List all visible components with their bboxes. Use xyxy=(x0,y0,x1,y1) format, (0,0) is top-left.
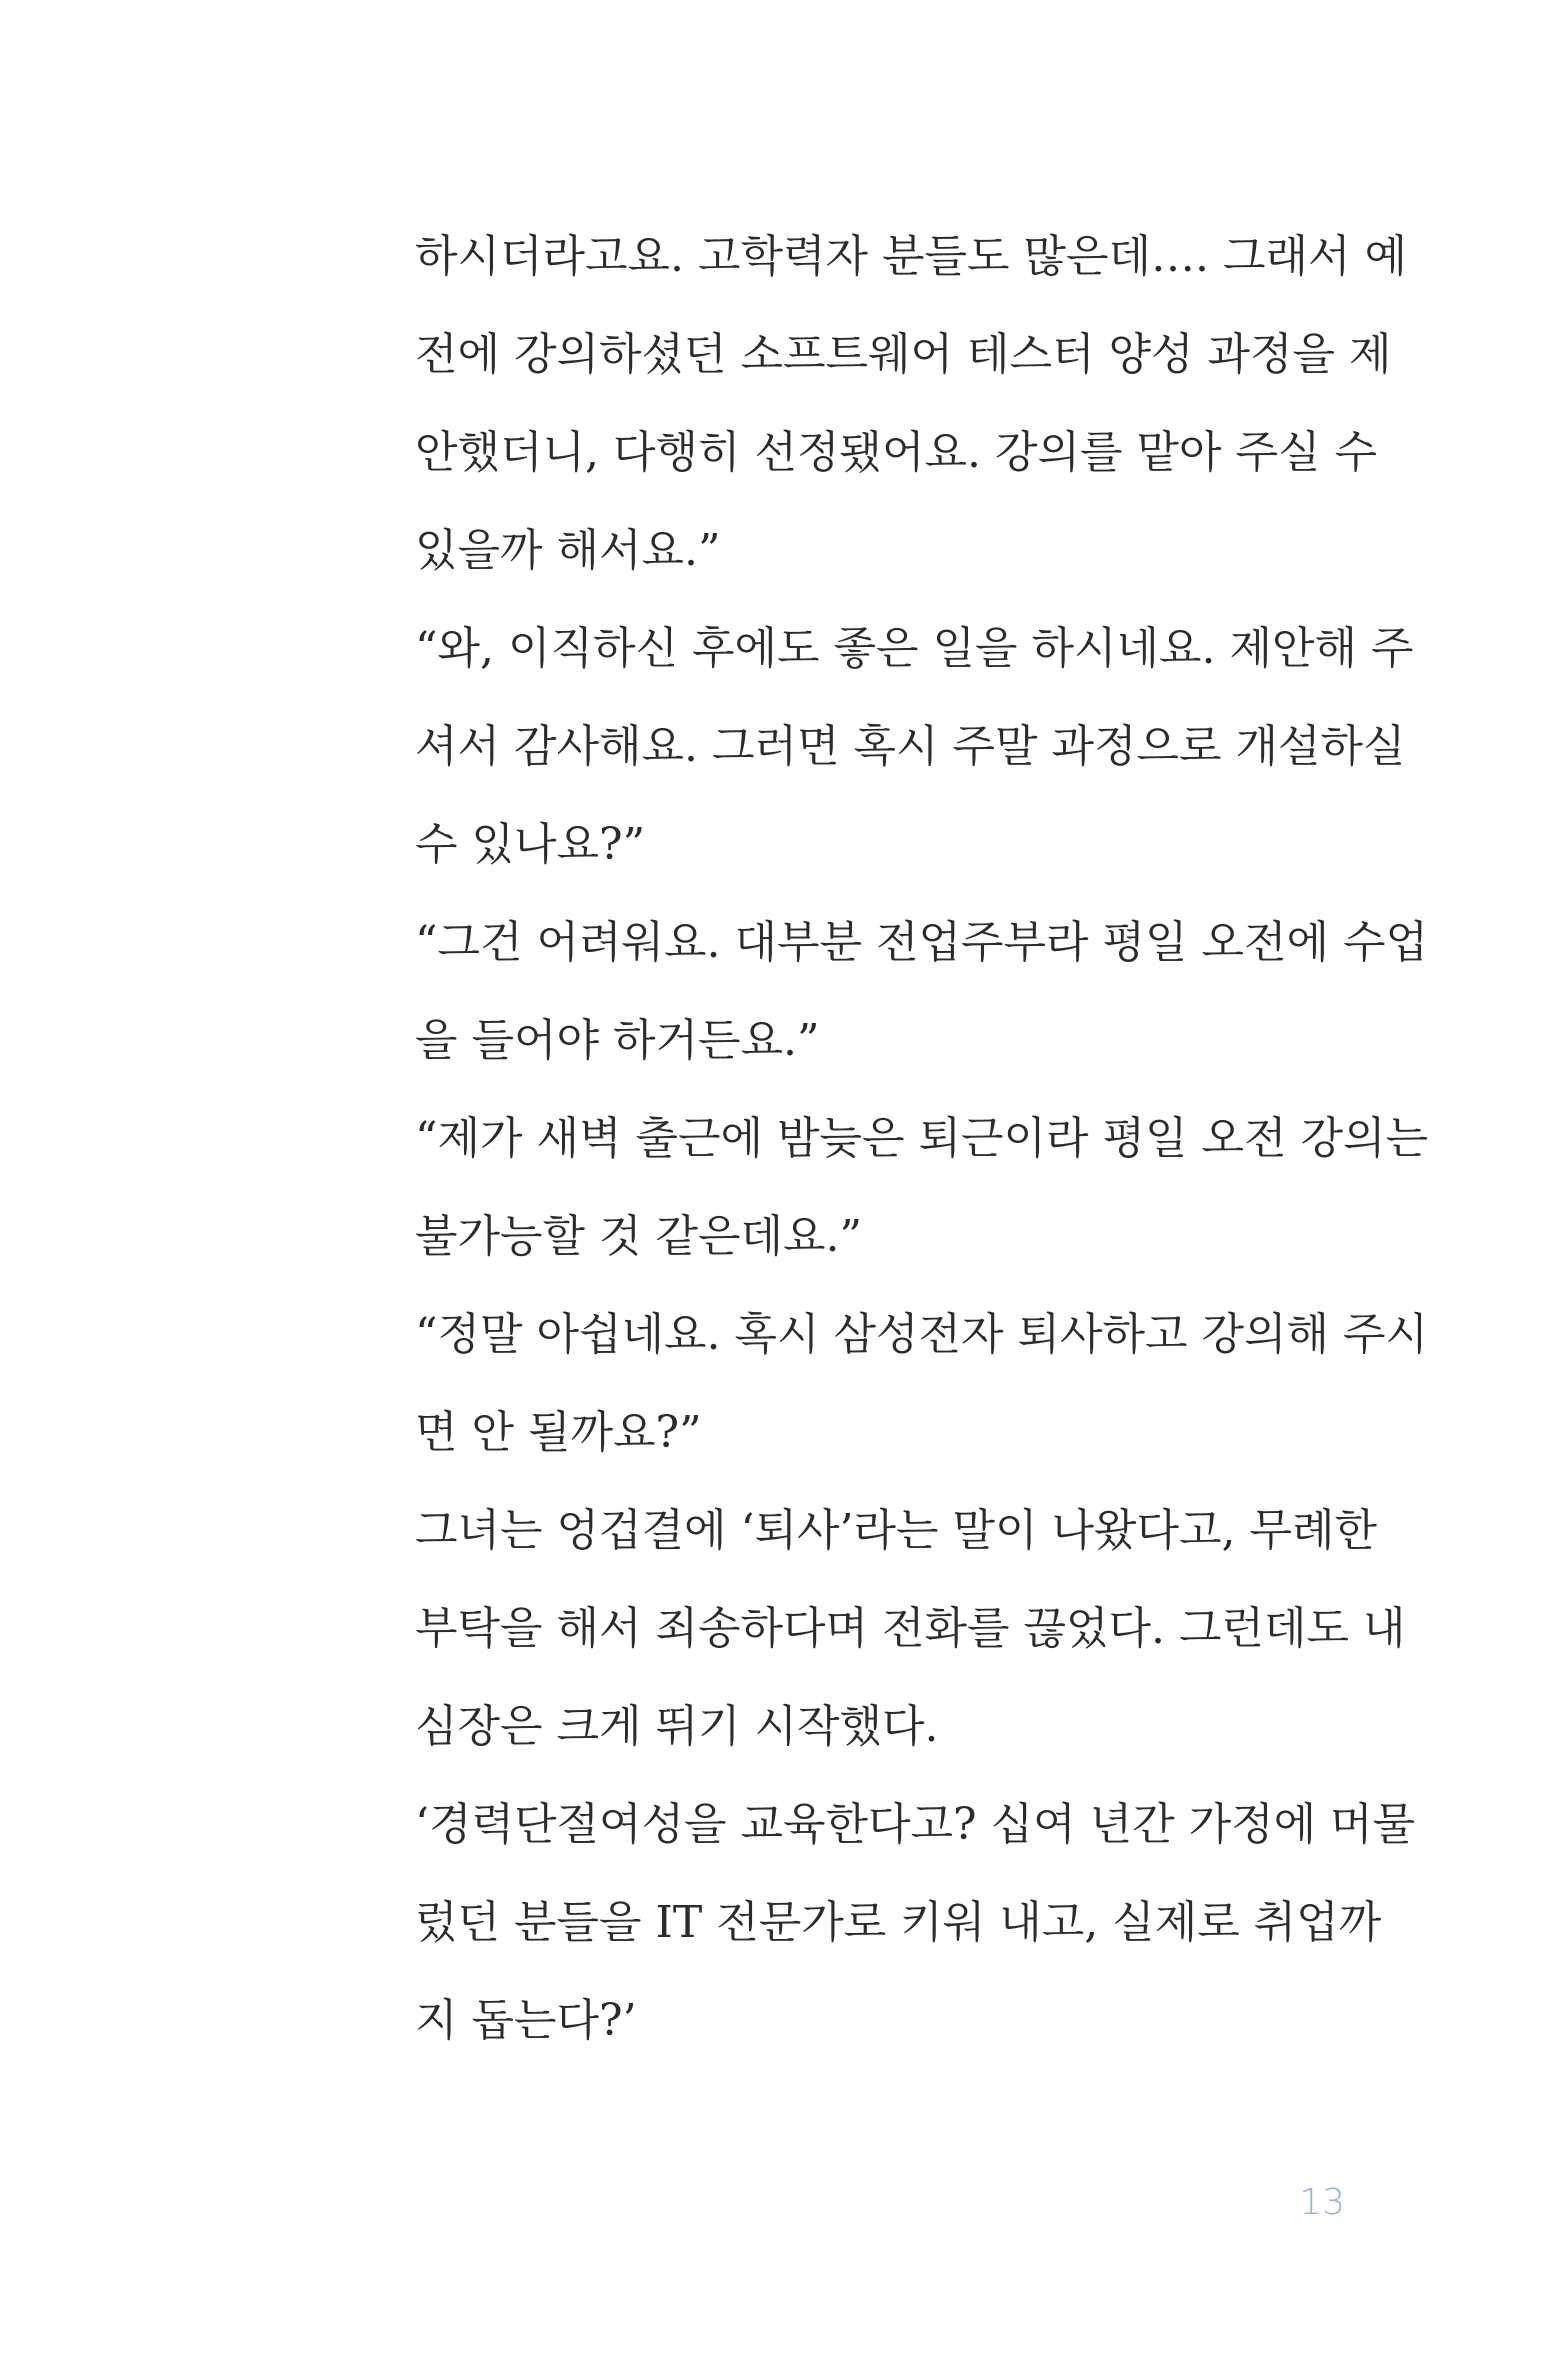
text-line: ‘경력단절여성을 교육한다고? 십여 년간 가정에 머물 xyxy=(415,1799,1416,1850)
text-line: 면 안 될까요?” xyxy=(415,1407,702,1458)
body-text xyxy=(415,218,1428,2080)
text-line: “그건 어려워요. 대부분 전업주부라 평일 오전에 수업 xyxy=(415,917,1428,968)
text-line: 있을까 해서요.” xyxy=(415,525,721,576)
text-line: 지 돕는다?’ xyxy=(415,1995,637,2046)
text-line: “제가 새벽 출근에 밤늦은 퇴근이라 평일 오전 강의는 xyxy=(415,1113,1428,1164)
text-line: 부탁을 해서 죄송하다며 전화를 끊었다. 그런데도 내 xyxy=(415,1603,1406,1654)
text-line: 하시더라고요. 고학력자 분들도 많은데…. 그래서 예 xyxy=(415,231,1407,282)
text-line: 셔서 감사해요. 그러면 혹시 주말 과정으로 개설하실 xyxy=(415,721,1406,772)
text-line: 렀던 분들을 IT 전문가로 키워 내고, 실제로 취업까 xyxy=(415,1897,1382,1948)
text-line: “정말 아쉽네요. 혹시 삼성전자 퇴사하고 강의해 주시 xyxy=(415,1309,1428,1360)
page-number: 13 xyxy=(1299,2182,1345,2223)
text-line: 그녀는 엉겁결에 ‘퇴사’라는 말이 나왔다고, 무례한 xyxy=(415,1505,1377,1556)
text-line: “와, 이직하신 후에도 좋은 일을 하시네요. 제안해 주 xyxy=(415,623,1414,674)
text-line: 전에 강의하셨던 소프트웨어 테스터 양성 과정을 제 xyxy=(415,329,1392,380)
text-line: 을 들어야 하거든요.” xyxy=(415,1015,820,1066)
text-line: 수 있나요?” xyxy=(415,819,646,870)
text-line: 심장은 크게 뛰기 시작했다. xyxy=(415,1701,939,1752)
text-line: 불가능할 것 같은데요.” xyxy=(415,1211,862,1262)
text-line: 안했더니, 다행히 선정됐어요. 강의를 맡아 주실 수 xyxy=(415,427,1377,478)
